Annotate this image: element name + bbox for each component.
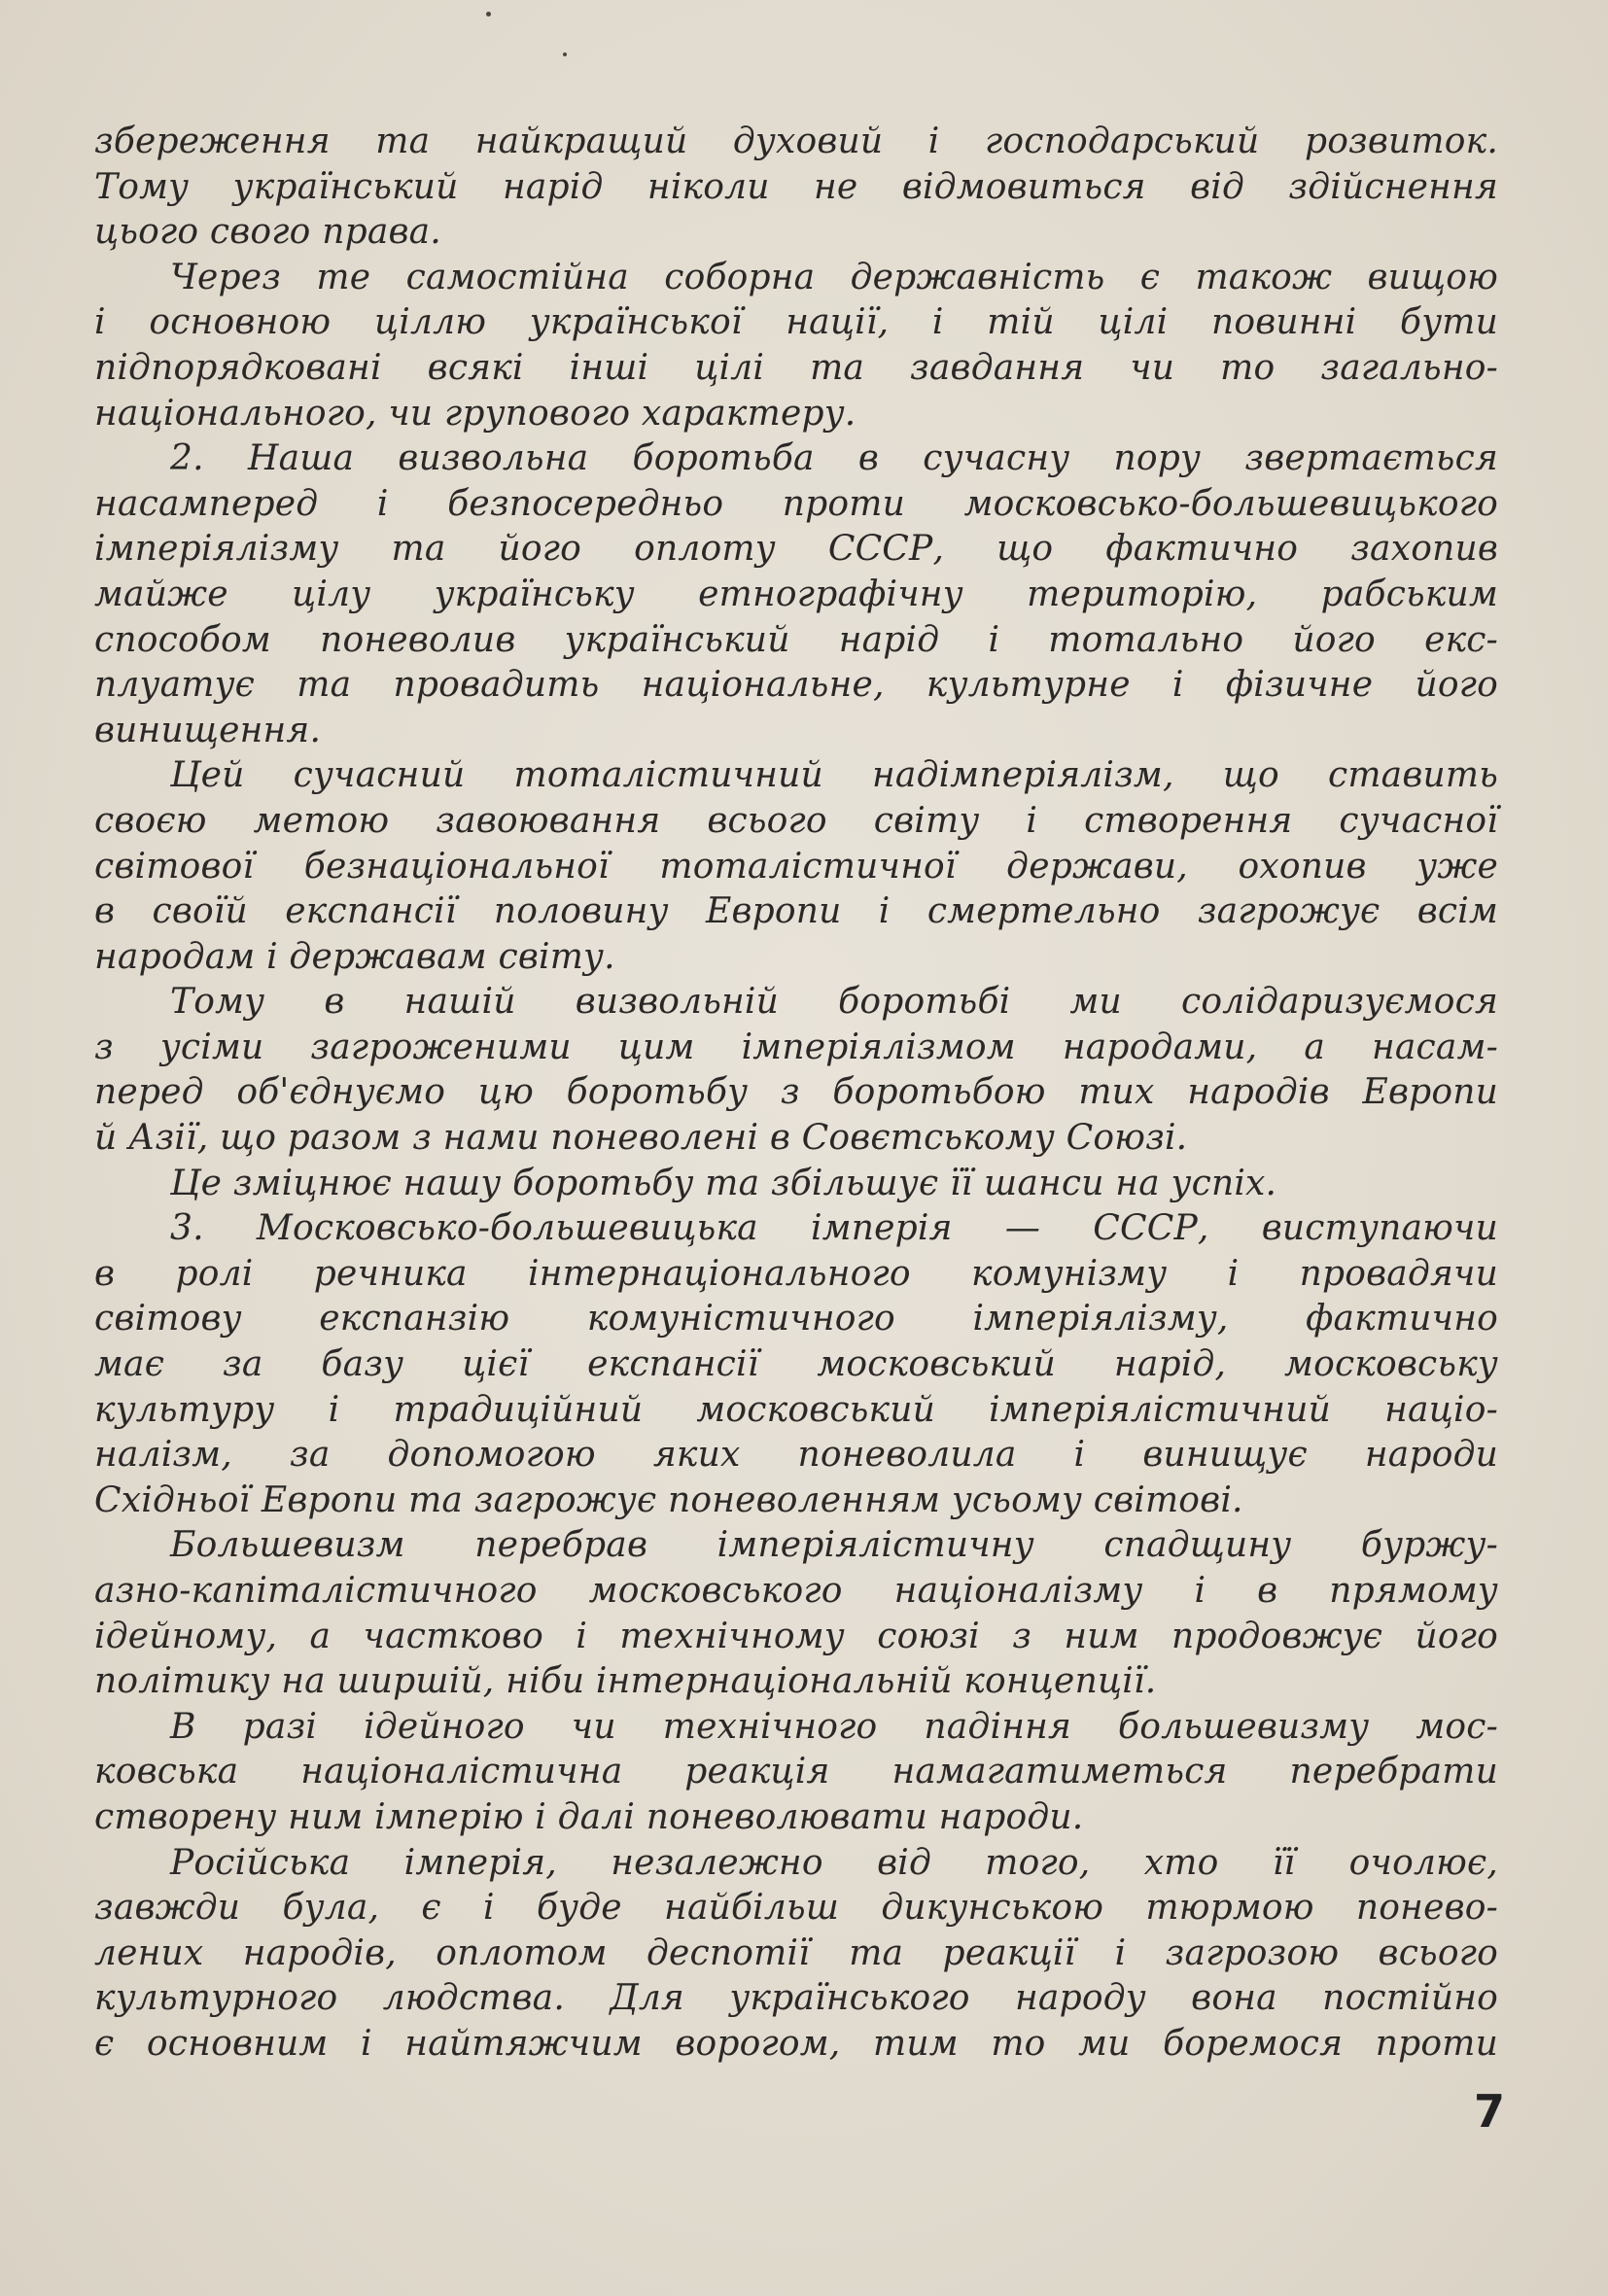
text-line: Це зміцнює нашу боротьбу та збільшує її шанси на успіх. (170, 1163, 1277, 1203)
text-line: збереження та найкращий духовий і господарський розвиток. (94, 122, 1498, 161)
text-line: в ролі речника інтернаціонального комунізму і провадячи (94, 1253, 1498, 1294)
text-line: лених народів, оплотом деспотії та реакції і загрозою всього (94, 1932, 1498, 1973)
text-line: ковська націоналістична реакція намагатиметься перебрати (94, 1752, 1498, 1792)
text-line: майже цілу українську етнографічну територію, рабським (94, 574, 1498, 614)
text-line: політику на ширшій, ніби інтернаціональній концепції. (94, 1661, 1157, 1702)
text-line: винищення. (94, 710, 322, 750)
paper-speck (486, 12, 491, 17)
text-line: з усіми загроженими цим імперіялізмом народами, а насам- (94, 1026, 1498, 1067)
text-line: Східньої Европи та загрожує поневоленням усьому світові. (94, 1479, 1243, 1520)
text-line: цього свого права. (94, 212, 441, 253)
text-line: імперіялізму та його оплоту СССР, що фактично захопив (94, 529, 1498, 570)
text-line: ідейному, а частково і технічному союзі з ним продовжує його (94, 1616, 1498, 1656)
text-line: 2. Наша визвольна боротьба в сучасну пору звертається (170, 438, 1498, 479)
text-line: перед об'єднуємо цю боротьбу з боротьбою тих народів Европи (94, 1072, 1498, 1113)
text-line: народам і державам світу. (94, 936, 615, 977)
text-line: своєю метою завоювання всього світу і створення сучасної (94, 800, 1498, 841)
body-text (94, 120, 1498, 2068)
text-line: й Азії, що разом з нами поневолені в Совєтському Союзі. (94, 1118, 1188, 1159)
text-line: культуру і традиційний московський імперіялістичний націо- (94, 1389, 1498, 1430)
text-line: є основним і найтяжчим ворогом, тим то ми боремося проти (94, 2023, 1498, 2064)
text-line: В разі ідейного чи технічного падіння большевизму мос- (170, 1706, 1498, 1747)
text-line: Тому в нашій визвольній боротьбі ми солідаризуємося (170, 982, 1498, 1023)
text-line: насамперед і безпосередньо проти московсько-большевицького (94, 483, 1498, 524)
text-line: Цей сучасний тоталістичний надімперіялізм, що ставить (170, 755, 1498, 796)
text-line: 3. Московсько-большевицька імперія — СССР, виступаючи (170, 1208, 1498, 1249)
page-number: 7 (1474, 2085, 1506, 2138)
text-line: плуатує та провадить національне, культурне і фізичне його (94, 665, 1498, 706)
paper-speck (563, 52, 567, 56)
text-line: і основною ціллю української нації, і тій цілі повинні бути (94, 302, 1498, 343)
text-line: способом поневолив український нарід і тотально його екс- (94, 619, 1498, 660)
text-line: завжди була, є і буде найбільш дикунською тюрмою понево- (94, 1888, 1498, 1929)
text-line: Російська імперія, незалежно від того, хто її очолює, (170, 1842, 1498, 1883)
text-line: азно-капіталістичного московського націоналізму і в прямому (94, 1571, 1498, 1611)
text-line: Тому український нарід ніколи не відмовиться від здійснення (94, 166, 1498, 207)
text-line: підпорядковані всякі інші цілі та завдання чи то загально- (94, 347, 1498, 388)
text-line: Через те самостійна соборна державність є також вищою (170, 257, 1498, 297)
text-line: в своїй експансії половину Европи і смертельно загрожує всім (94, 891, 1498, 932)
text-line: має за базу цієї експансії московський нарід, московську (94, 1344, 1498, 1385)
text-line: національного, чи групового характеру. (94, 393, 856, 434)
text-line: світової безнаціональної тоталістичної держави, охопив уже (94, 846, 1498, 887)
text-line: налізм, за допомогою яких поневолила і винищує народи (94, 1435, 1498, 1476)
text-line: Большевизм перебрав імперіялістичну спадщину буржу- (170, 1525, 1498, 1566)
text-line: культурного людства. Для українського народу вона постійно (94, 1978, 1498, 2019)
text-line: створену ним імперію і далі поневолювати народи. (94, 1796, 1084, 1837)
text-line: світову експанзію комуністичного імперіялізму, фактично (94, 1299, 1498, 1339)
